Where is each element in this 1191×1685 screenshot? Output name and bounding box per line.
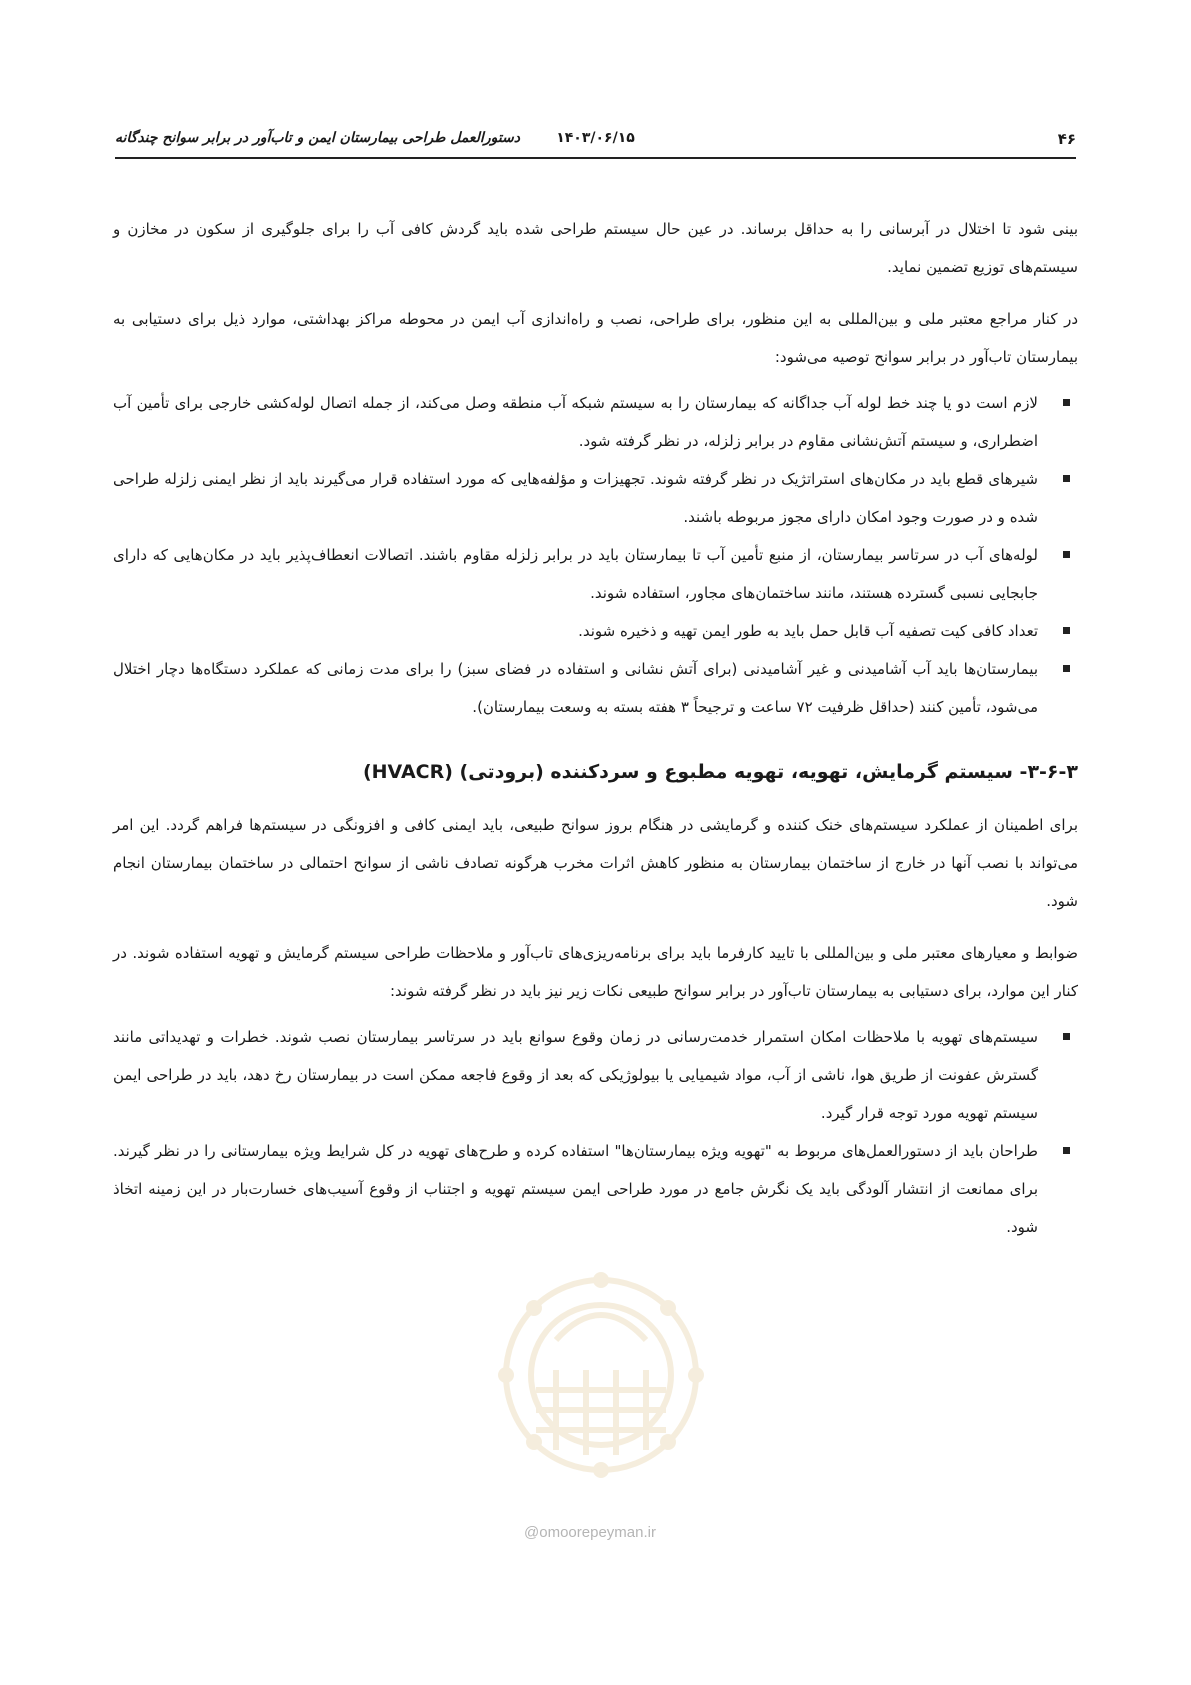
square-bullet-icon	[1063, 1147, 1070, 1154]
bullet-list	[113, 384, 1078, 726]
list-item: تعداد کافی کیت تصفیه آب قابل حمل باید به طور ایمن تهیه و ذخیره شوند.	[113, 612, 1078, 650]
bullet-list	[113, 1018, 1078, 1246]
list-item: شیرهای قطع باید در مکان‌های استراتژیک در نظر گرفته شوند. تجهیزات و مؤلفه‌هایی که مورد استفاده قرار می‌گیرند باید از نظر ایمنی زلزله طراحی شده و در صورت وجود امکان دارای مجوز مربوطه باشند.	[113, 460, 1078, 536]
watermark-text: @omoorepeyman.ir	[524, 1524, 656, 1541]
list-item: بیمارستان‌ها باید آب آشامیدنی و غیر آشامیدنی (برای آتش نشانی و استفاده در فضای سبز) را برای مدت زمانی که عملکرد دستگاه‌ها دچار اختلال می‌شود، تأمین کنند (حداقل ظرفیت ۷۲ ساعت و ترجیحاً ۳ هفته بسته به وسعت بیمارستان).	[113, 650, 1078, 726]
watermark-seal	[496, 1270, 706, 1480]
paragraph: ضوابط و معیارهای معتبر ملی و بین‌المللی با تایید کارفرما باید برای برنامه‌ریزی‌های تاب‌آور و ملاحظات طراحی سیستم گرمایش و تهویه استفاده شوند. در کنار این موارد، برای دستیابی به بیمارستان تاب‌آور در برابر سوانح طبیعی نکات زیر نیز باید در نظر گرفته شوند:	[113, 944, 1078, 1000]
list-item: لازم است دو یا چند خط لوله آب جداگانه که بیمارستان را به سیستم شبکه آب منطقه وصل می‌کند، از جمله اتصال لوله‌کشی خارجی برای تأمین آب اضطراری، و سیستم آتش‌نشانی مقاوم در برابر زلزله، در نظر گرفته شود.	[113, 384, 1078, 460]
header-date: ۱۴۰۳/۰۶/۱۵	[556, 130, 635, 146]
paragraph: برای اطمینان از عملکرد سیستم‌های خنک کننده و گرمایشی در هنگام بروز سوانح طبیعی، باید ایمنی کافی و افزونگی در سیستم‌ها فراهم گردد. این امر می‌تواند با نصب آنها در خارج از ساختمان بیمارستان به منظور کاهش اثرات مخرب هرگونه تصادف ناشی از سوانح احتمالی در ساختمان بیمارستان انجام شود.	[113, 816, 1078, 910]
square-bullet-icon	[1063, 665, 1070, 672]
page-header	[115, 130, 1076, 160]
paragraph: بینی شود تا اختلال در آبرسانی را به حداقل برساند. در عین حال سیستم طراحی شده باید گردش کافی آب را برای جلوگیری از سکون در مخازن و سیستم‌های توزیع تضمین نماید.	[113, 220, 1078, 276]
list-item: لوله‌های آب در سرتاسر بیمارستان، از منبع تأمین آب تا بیمارستان باید در برابر زلزله مقاوم باشند. اتصالات انعطاف‌پذیر باید در مکان‌هایی که دارای جابجایی نسبی گسترده هستند، مانند ساختمان‌های مجاور، استفاده شوند.	[113, 536, 1078, 612]
square-bullet-icon	[1063, 475, 1070, 482]
list-item: سیستم‌های تهویه با ملاحظات امکان استمرار خدمت‌رسانی در زمان وقوع سوانع باید در سرتاسر بیمارستان نصب شوند. خطرات و تهدیداتی مانند گسترش عفونت از طریق هوا، ناشی از آب، مواد شیمیایی یا بیولوژیکی که بعد از وقوع فاجعه ممکن است در بیمارستان رخ دهد، باید در طراحی ایمن سیستم تهویه مورد توجه قرار گیرد.	[113, 1018, 1078, 1132]
paragraph: در کنار مراجع معتبر ملی و بین‌المللی به این منظور، برای طراحی، نصب و راه‌اندازی آب ایمن در محوطه مراکز بهداشتی، موارد ذیل برای دستیابی به بیمارستان تاب‌آور در برابر سوانح توصیه می‌شود:	[113, 310, 1078, 366]
document-body	[113, 210, 1078, 1252]
section-heading: ۳-۶-۳- سیستم گرمایش، تهویه، تهویه مطبوع و سردکننده (برودتی) (HVACR)	[362, 761, 1078, 783]
page-number: ۴۶	[1057, 130, 1076, 148]
square-bullet-icon	[1063, 399, 1070, 406]
square-bullet-icon	[1063, 1033, 1070, 1040]
list-item: طراحان باید از دستورالعمل‌های مربوط به "تهویه ویژه بیمارستان‌ها" استفاده کرده و طرح‌های تهویه در کل شرایط ویژه بیمارستانی را در نظر گیرند. برای ممانعت از انتشار آلودگی باید یک نگرش جامع در مورد طراحی ایمن سیستم تهویه و اجتناب از وقوع آسیب‌های خسارت‌بار در این زمینه اتخاذ شود.	[113, 1132, 1078, 1246]
square-bullet-icon	[1063, 627, 1070, 634]
header-divider	[115, 157, 1076, 159]
header-title: دستورالعمل طراحی بیمارستان ایمن و تاب‌آور در برابر سوانح چندگانه	[115, 130, 521, 146]
square-bullet-icon	[1063, 551, 1070, 558]
